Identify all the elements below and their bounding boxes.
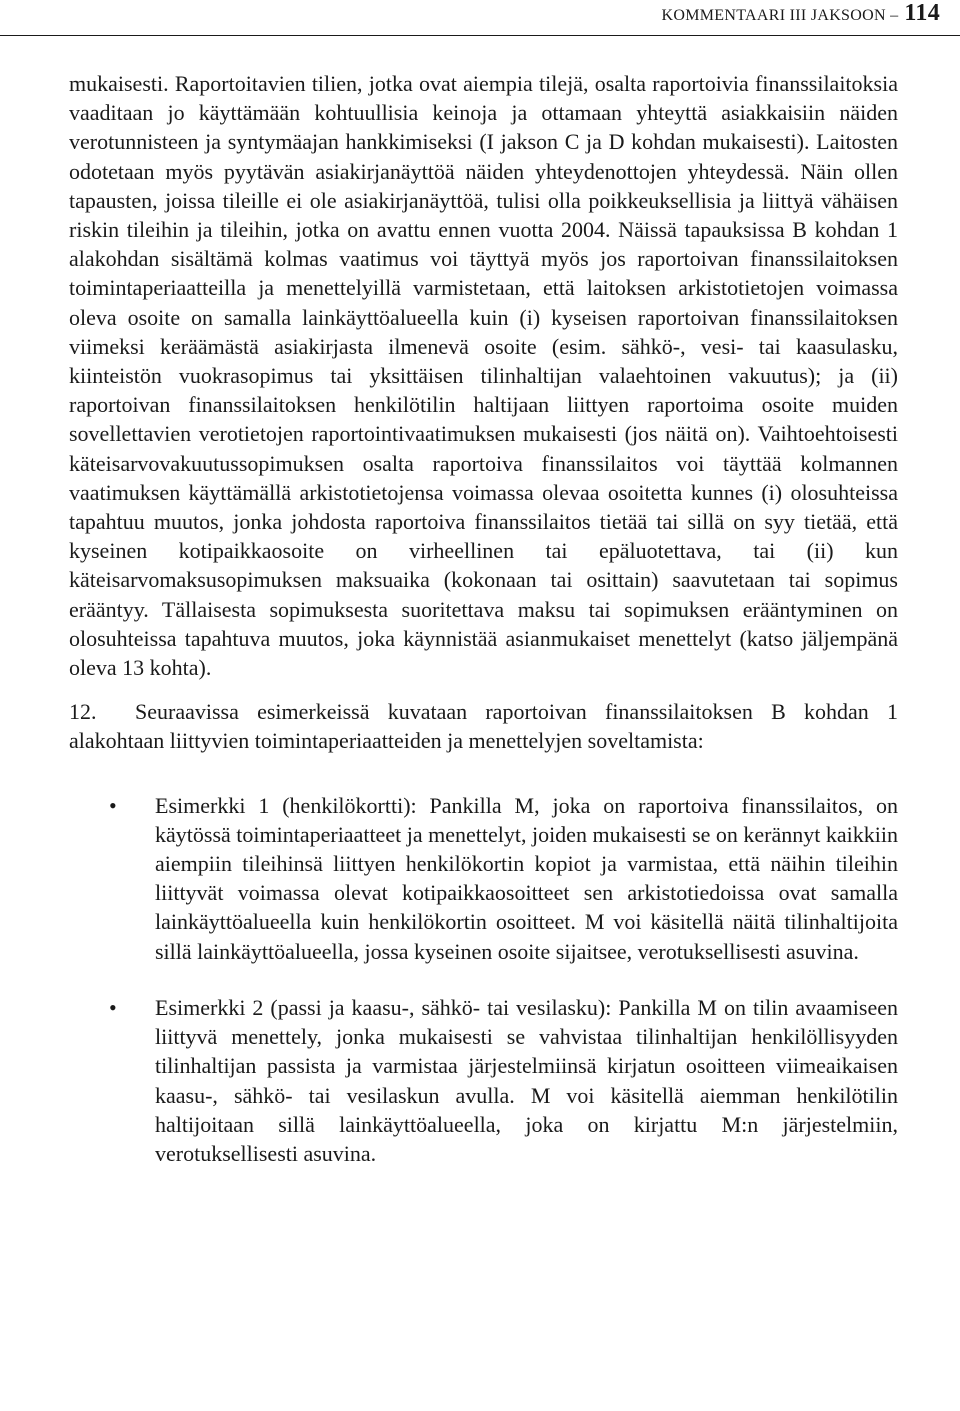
header-divider	[0, 35, 960, 36]
example-1-text: Esimerkki 1 (henkilökortti): Pankilla M, joka on raportoiva finanssilaitos, on käytössä toimintaperiaatteet ja menettelyt, joiden mukaisesti se on kerännyt kaikkiin aiempiin tileihinsä liittyen henkilökortin kopiot ja varmistaa, että näihin tileihin liittyvät voimassa olevat kotipaikkaosoitteet sen arkistotiedoissa ovat samalla lainkäyttöalueella kuin henkilökortin osoitteet. M voi käsitellä näitä tilinhaltijoita sillä lainkäyttöalueella, jossa kyseinen osoite sijaitsee, verotuksellisesti asuvina.	[155, 792, 898, 964]
examples-list	[69, 791, 898, 1168]
page-header	[0, 0, 960, 38]
running-header	[662, 0, 940, 27]
paragraph-12-text: Seuraavissa esimerkeissä kuvataan raportoivan finanssilaitoksen B kohdan 1 alakohtaan liittyvien toimintaperiaatteiden ja menettelyjen soveltamista:	[69, 699, 898, 754]
list-item	[69, 791, 898, 966]
bullet-icon: •	[109, 994, 117, 1020]
list-item	[69, 993, 898, 1168]
running-header-title: KOMMENTAARI III JAKSOON –	[661, 7, 899, 24]
bullet-icon: •	[109, 792, 117, 818]
body-paragraph: mukaisesti. Raportoitavien tilien, jotka ovat aiempia tilejä, osalta raportoivia finanssilaitoksia vaaditaan jo käyttämään kohtuullisia keinoja ja ottamaan yhteyttä asiakkaisiin näiden verotunnisteen ja syntymäajan hankkimiseksi (I jakson C ja D kohdan mukaisesti). Laitosten odotetaan myös pyytävän asiakirjanäyttöä näiden yhteydenottojen yhteydessä. Näin ollen tapausten, joissa tileille ei ole asiakirjanäyttöä, tulisi olla poikkeuksellisia ja liittyä vähäisen riskin tileihin ja tileihin, jotka on avattu ennen vuotta 2004. Näissä tapauksissa B kohdan 1 alakohdan sisältämä kolmas vaatimus voi täyttyä myös jos raportoivan finanssilaitoksen toimintaperiaatteilla ja menettelyillä varmistetaan, että laitoksen arkistotietojen voimassa oleva osoite on samalla lainkäyttöalueella kuin (i) kyseisen raportoivan finanssilaitoksen viimeksi keräämästä asiakirjasta ilmenevä osoite (esim. sähkö-, vesi- tai kaasulasku, kiinteistön vuokrasopimus tai yksittäisen tilinhaltijan valaehtoinen vakuutus); ja (ii) raportoivan finanssilaitoksen henkilötilin haltijaan liittyen raportoima osoite muiden sovellettavien verotietojen raportointivaatimuksen mukaisesti (jos näitä on). Vaihtoehtoisesti käteisarvovakuutussopimuksen osalta raportoiva finanssilaitos voi täyttää kolmannen vaatimuksen käyttämällä arkistotietojensa voimassa olevaa osoitetta kunnes (i) olosuhteissa tapahtuu muutos, jonka johdosta raportoiva finanssilaitos tietää tai sillä on syy tietää, että kyseinen kotipaikkaosoite on virheellinen tai epäluotettava, tai (ii) kun käteisarvomaksusopimuksen maksuaika (kokonaan tai osittain) saavutetaan tai sopimus erääntyy. Tällaisesta sopimuksesta suoritettava maksu tai sopimuksen erääntyminen on olosuhteissa tapahtuva muutos, joka käynnistää asianmukaiset menettelyt (katso jäljempänä oleva 13 kohta).	[69, 71, 898, 681]
page-number: 114	[904, 0, 940, 26]
example-2-text: Esimerkki 2 (passi ja kaasu-, sähkö- tai vesilasku): Pankilla M on tilin avaamiseen liittyvä menettely, jonka mukaisesti se vahvistaa tilinhaltijan henkilöllisyyden tilinhaltijan passista ja varmistaa järjestelmiinsä kirjatun osoitteen viimeaikaisen kaasu-, sähkö- tai vesilaskun avulla. M voi käsitellä aiemman henkilötilin haltijoitaan sillä lainkäyttöalueella, joka on kirjattu M:n järjestelmiin, verotuksellisesti asuvina.	[155, 994, 898, 1166]
numbered-paragraph-12	[69, 697, 898, 755]
document-body	[69, 69, 898, 1195]
paragraph-number: 12.	[69, 699, 97, 725]
